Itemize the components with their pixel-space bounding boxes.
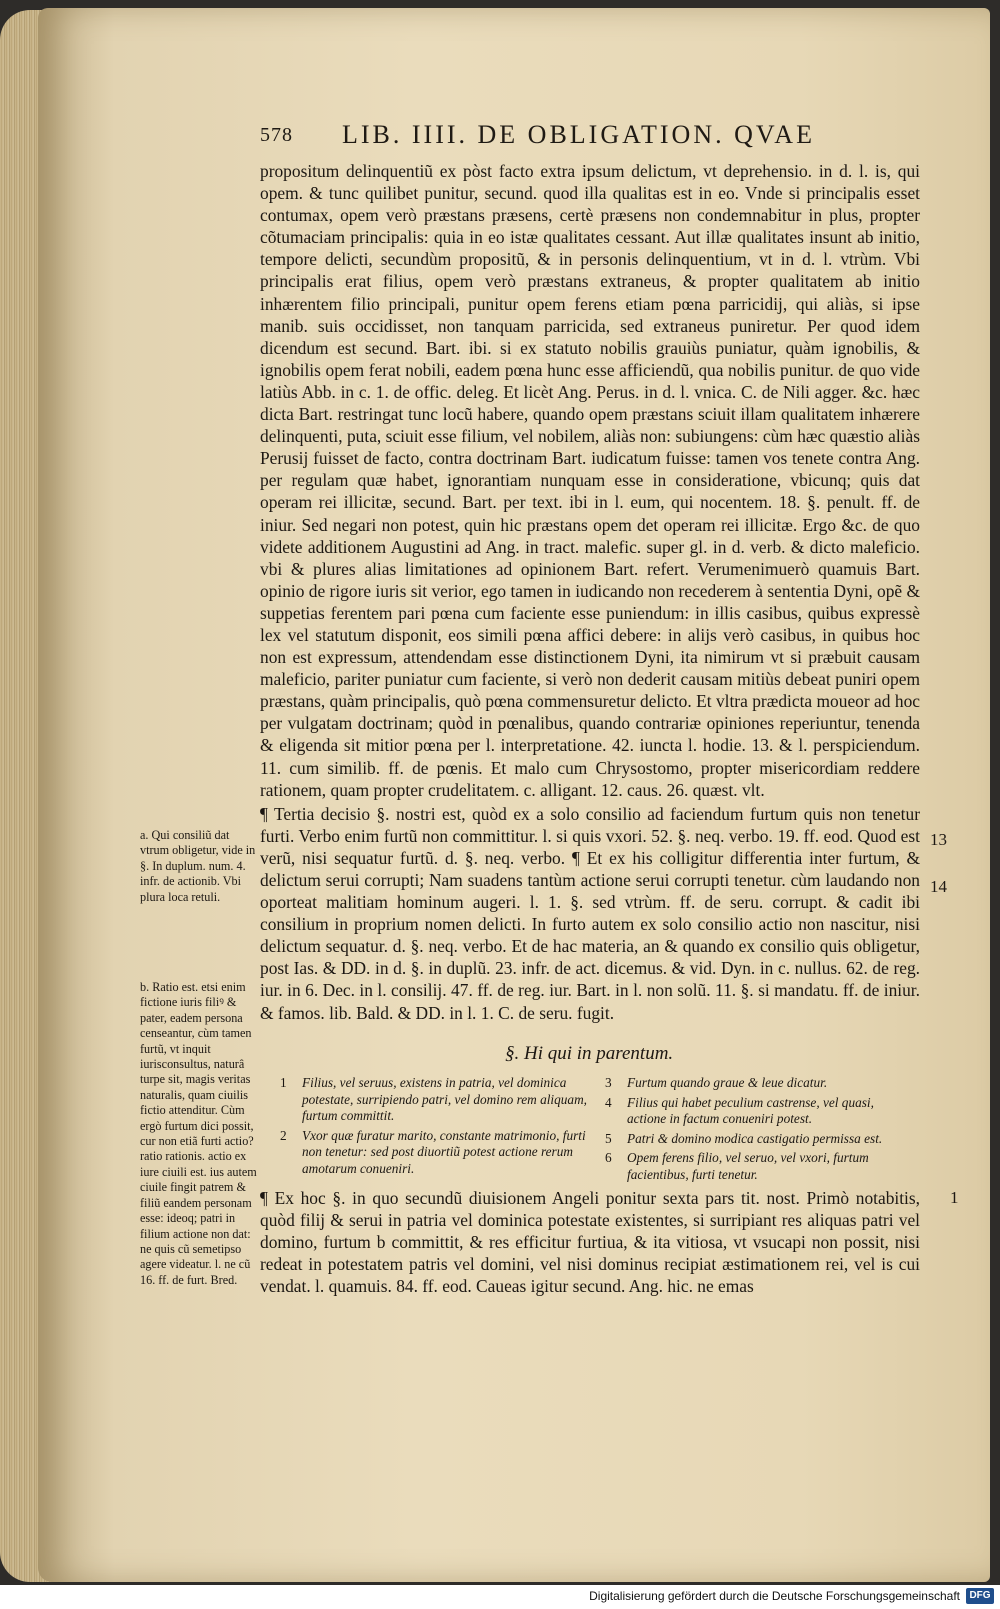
summary-item-text: Patri & domino modica castigatio permissa est. [627,1130,883,1146]
paragraph-1: propositum delinquentiũ ex pòst facto extra ipsum delictum, vt deprehensio. in d. l. is, qui opem. & tunc quilibet punitur, secund. quod illa qualitas est in eo. Vnde si principalis esset contumax, opem verò præstans præsens, certè præsens non condemnabitur in plus, propter cõtumaciam principalis: quia in eo istæ qualitates cessant. Aut illæ qualitates insunt ab initio, tempore delicti, secundùm propositũ, & in personis delinquentium, vt in d. l. vtrùm. Vbi principalis erat filius, opem verò præstans extraneus, & propter qualitatem ab initio inhærentem filio principali, punitur opem ferens etiam pœna parricidij, qui aliàs, si ipse manib. suis occidisset, non tanquam parricida, sed extraneus puniretur. Per quod idem dicendum est secund. Bart. ibi. si ex statuto nobilis grauiùs puniatur, quàm ignobilis, & ignobilis opem ferat nobili, eadem pœna hunc esse afficiendũ, qua nobilis punitur. de quo vide latiùs Abb. in c. 1. de offic. deleg. Et licèt Ang. Perus. in d. l. vnica. C. de Nili agger. &c. hæc dicta Bart. restringat tunc locũ habere, quando opem præstans sciuit illam qualitatem inhærere delinquenti, puta, sciuit esse filium, vel nobilem, aliàs non: subiungens: cùm hæc quæstio aliàs Perusij fuisset de facto, contra doctrinam Bart. iudicatum fuisse: tamen vos tenete contra Ang. per regulam quæ habet, ignorantiam nunquam esse in consideratione, vbicunq; quis dat operam rei illicitæ, secund. Bart. per text. ibi in l. eum, qui nocentem. 18. §. penult. ff. de iniur. Sed negari non potest, quin hic præstans opem det operam rei illicitæ. Ergo &c. de quo videte additionem Augustini ad Ang. in tract. malefic. super gl. in d. verb. & dicto maleficio. vbi & plures alias limitationes ad opinionem Bart. refert. Verumenimuerò quamuis Bart. opinio de rigore iuris sit verior, ego tamen in iudicando non recederem à sententia Dyni, opẽ & suppetias ferentem pari pœna cum faciente esse puniendum: in illis casibus, quibus expressè lex vel statutum disponit, eos simili pœna affici debere: in alijs verò casibus, in quibus hoc non est expressum, attendendam esse distinctionem Dyni, ita nimirum vt si præbuit causam maleficio, pariter puniatur cum faciente, si verò non dederit causam mitiùs debeat puniri opem præstans, quàm principalis, quò pœna commensuretur delicto. Et vltra prædicta moueor ad hoc per vulgatam doctrinam; quòd in pœnalibus, quando contrariæ opiniones reperiuntur, tenenda & eligenda sit mitior pœna per l. interpretatione. 42. iuncta l. hodie. 13. & l. perspiciendum. 11. cum similib. ff. de pœnis. Et malo cum Chrysostomo, propter misericordiam reddere rationem, quam propter crudelitatem. c. alligant. 12. caus. 26. quæst. vlt. [260,161,920,800]
marginal-note-a [140,828,260,905]
summary-item-number: 4 [605,1094,612,1110]
marginal-note-b-text: b. Ratio est. etsi enim fictione iuris filiꝰ & pater, eadem persona censeantur, cùm tamen furtũ, vt inquit iurisconsultus, naturâ turpe sit, magis veritas naturalis, quam ciuilis fictio attenditur. Cùm ergò furtum dici possit, cur non etiã furti actio? ratio rationis. actio ex iure ciuili est. ius autem ciuile fingit patrem & filiũ eandem personam esse: ideoq; patri in filium actione non dat: ne quis cũ semetipso agere videatur. l. ne cũ 16. ff. de furt. Bred. [140,980,257,1287]
page-number: 578 [260,124,293,146]
summary-item [605,1131,915,1148]
main-text-block [260,160,920,1024]
main-text-block-lower [260,1187,920,1297]
summary-item-text: Filius qui habet peculium castrense, vel quasi, actione in factum conueniri potest. [627,1094,874,1126]
summary-item [605,1150,915,1183]
summary-item [605,1095,915,1128]
summary-column-left [280,1075,590,1180]
summary-item [605,1075,915,1092]
summary-item-number: 2 [280,1127,287,1143]
summary-item [280,1075,590,1125]
summary-column-right [605,1075,915,1186]
marginal-note-a-text: a. Qui consiliũ dat vtrum obligetur, vide in §. In duplum. num. 4. infr. de actionib. Vbi plura loca retuli. [140,828,256,904]
margin-number-1: 1 [950,1188,959,1207]
summary-item-number: 3 [605,1075,612,1090]
summary-item-number: 6 [605,1150,612,1165]
summary-item-text: Furtum quando graue & leue dicatur. [627,1075,828,1090]
dfg-logo: DFG [966,1588,994,1604]
marginal-note-b [140,980,260,1288]
footer-credit: Digitalisierung gefördert durch die Deutsche Forschungsgemeinschaft [589,1589,960,1603]
summary-item-text: Opem ferens filio, vel seruo, vel vxori, furtum facientibus, furti tenetur. [627,1150,869,1182]
paragraph-3: ¶ Ex hoc §. in quo secundũ diuisionem Angeli ponitur sexta pars tit. nost. Primò notabitis, quòd filij & serui in patria vel dominica potestate existentes, si surripiant res aliquas patri vel domino, furtum b committit, & res efficitur furtiua, & ita vitiosa, vt vsucapi non possit, nisi redeat in potestatem patris vel domini, vel nisi dominus recipiat æstimationem rei, vel is cui vendat. l. quamuis. 84. ff. eod. Caueas igitur secund. Ang. hic. ne emas [260,1188,920,1297]
summary-item-number: 5 [605,1130,612,1146]
summary-item [280,1128,590,1178]
summary-item-text: Filius, vel seruus, existens in patria, vel dominica potestate, surripiendo patri, vel domino rem aliquam, furtum committit. [302,1075,587,1123]
running-title: LIB. IIII. DE OBLIGATION. QVAE [342,120,815,149]
summary-item-text: Vxor quæ furatur marito, constante matrimonio, furti non tenetur: sed post diuortiũ potest actione rerum amotarum conueniri. [302,1127,586,1176]
paragraph-2: ¶ Tertia decisio §. nostri est, quòd ex a solo consilio ad faciendum furtum quis non tenetur furti. Verbo enim furtũ non committitur. l. si quis vxori. 52. §. neq. verbo. 19. ff. eod. Quod est verũ, nisi sequatur furtũ. d. §. neq. verbo. ¶ Et ex his colligitur differentia inter furtum, & delictum serui corrupti; Nam suadens tantùm actione serui corrupti tenetur. cùm laudando non oporteat malitiam hominum augeri. l. 1. §. sed vtrùm. ff. de seru. corrupt. & cadit ibi consilium in proprium nomen delicti. In furto autem ex solo consilio actio non nascitur, nisi delictum sequatur. d. §. neq. verbo. Et de hac materia, an & quando ex consilio quis obligetur, post Ias. & DD. in d. §. in duplũ. 23. infr. de act. dicemus. & vid. Dyn. in c. nullus. 62. de reg. iur. in 6. Dec. in l. consilij. 47. ff. de reg. iur. Bart. in l. non solũ. 11. §. si mandatu. ff. de iniur. & famos. lib. Bald. & DD. in l. 1. C. de seru. fugit. [260,803,920,1023]
running-head [260,120,900,154]
margin-number-14: 14 [930,877,947,896]
margin-number-13: 13 [930,830,947,849]
section-heading: §. Hi qui in parentum. [505,1043,674,1064]
summary-item-number: 1 [280,1075,287,1090]
footer-bar [0,1585,1000,1609]
summary-list [280,1075,920,1195]
